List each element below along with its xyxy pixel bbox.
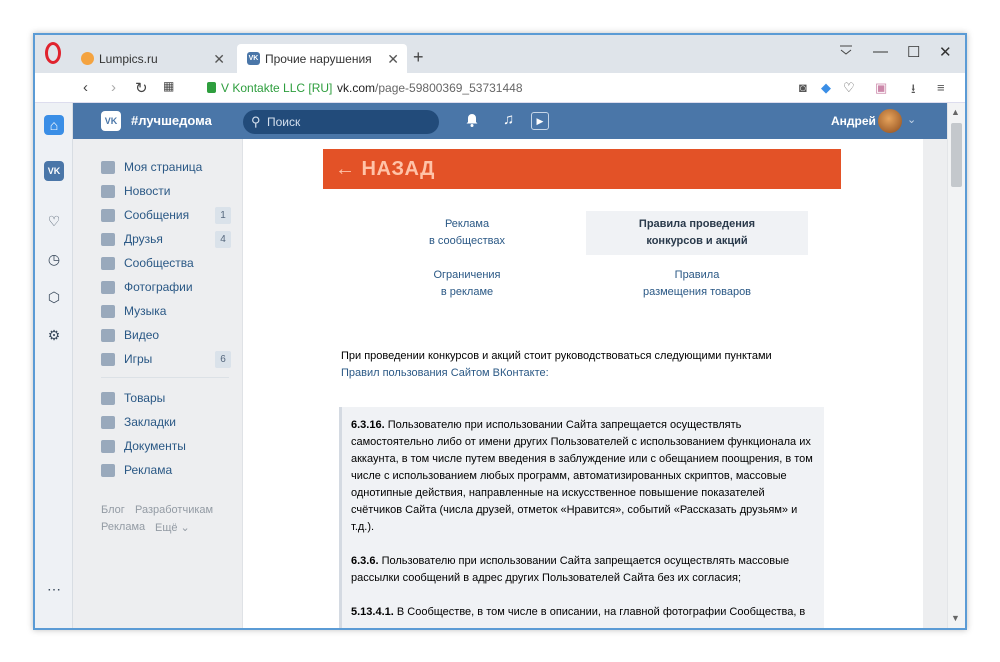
nav-item-news[interactable] — [101, 181, 231, 201]
site-identity[interactable]: V Kontakte LLC [RU] — [221, 81, 333, 95]
rule-text: Пользователю при использовании Сайта запрещается осуществлять массовые рассылки сообщений в адрес других Пользователей Сайта без их согласия; — [351, 555, 790, 584]
nav-item-friends[interactable] — [101, 229, 231, 249]
nav-label: Игры — [124, 352, 153, 366]
tab-bar — [35, 35, 965, 73]
nav-item-video[interactable] — [101, 325, 231, 345]
close-window-button[interactable]: ✕ — [939, 44, 952, 61]
adblock-shield-icon[interactable]: ◆ — [821, 80, 831, 95]
rules-tab-ad-restrictions[interactable] — [356, 262, 578, 306]
rules-tab-line: Реклама — [444, 218, 490, 230]
address-bar — [35, 73, 965, 103]
settings-gear-icon[interactable]: ⚙ — [47, 326, 61, 343]
music-icon[interactable]: ♫ — [503, 111, 515, 128]
tab-menu-glyph — [839, 44, 853, 56]
nav-item-ads[interactable] — [101, 460, 231, 480]
bag-icon — [101, 392, 115, 405]
rules-tab-goods[interactable] — [586, 262, 808, 306]
tab-vk[interactable] — [237, 44, 407, 73]
rule-text: В Сообществе, в том числе в описании, на главной фотографии Сообщества, в — [393, 606, 806, 618]
browser-window — [33, 33, 967, 630]
footer-link-ads[interactable]: Реклама — [101, 521, 146, 533]
camera-icon — [101, 281, 115, 294]
lock-icon — [207, 82, 216, 93]
nav-item-bookmarks[interactable] — [101, 412, 231, 432]
communities-icon — [101, 257, 115, 270]
nav-item-games[interactable] — [101, 349, 231, 369]
vk-sidebar-icon[interactable]: VK — [44, 161, 64, 181]
nav-label: Друзья — [124, 232, 163, 246]
video-icon — [101, 329, 115, 342]
rule-text: Пользователю при использовании Сайта запрещается осуществлять самостоятельно либо от имени других Пользователей с использованием функционала их аккаунта, в том числе путем введения в заблуждение или с обещанием поощрения, в том числе с использованием любых программ, автоматизированных скриптов, массовые однотипные действия, направленные на искусственное повышение показателей счётчиков Сайта (числа друзей, отметок «Нравится», событий «Рассказать друзьям» и т.д.). — [351, 419, 813, 533]
back-button[interactable]: ← НАЗАД — [323, 149, 841, 189]
easy-setup-icon[interactable]: ≡ — [937, 80, 945, 95]
search-placeholder: Поиск — [267, 115, 301, 129]
messages-icon — [101, 209, 115, 222]
content-area — [243, 139, 923, 628]
news-icon — [101, 185, 115, 198]
rule-item — [351, 417, 815, 536]
nav-label: Сообщества — [124, 256, 194, 270]
opera-logo-icon[interactable] — [45, 42, 61, 64]
home-icon[interactable]: ⌂ — [44, 115, 64, 135]
rules-tab-line: Правила проведения — [638, 218, 756, 230]
tab-menu-icon[interactable] — [839, 43, 853, 60]
user-name[interactable]: Андрей — [831, 114, 876, 128]
rules-tab-line: в сообществах — [429, 235, 505, 247]
gamepad-icon — [101, 353, 115, 366]
rule-number: 5.13.4.1. — [351, 606, 394, 618]
tab-label: Прочие нарушения — [265, 51, 372, 66]
new-tab-button[interactable]: + — [413, 47, 424, 67]
forward-nav-button[interactable]: › — [111, 79, 116, 96]
minimize-button[interactable]: — — [873, 43, 888, 60]
url-field[interactable] — [337, 81, 523, 95]
count-badge: 1 — [215, 207, 231, 224]
nav-divider — [101, 377, 229, 378]
intro-paragraph — [341, 348, 811, 382]
rules-tab-line: в рекламе — [440, 286, 494, 298]
music-note-icon — [101, 305, 115, 318]
home-icon — [101, 161, 115, 174]
friends-icon — [101, 233, 115, 246]
nav-item-music[interactable] — [101, 301, 231, 321]
megaphone-icon — [101, 464, 115, 477]
heart-icon[interactable]: ♡ — [843, 80, 855, 95]
nav-label: Закладки — [124, 415, 176, 429]
count-badge: 6 — [215, 351, 231, 368]
rule-number: 6.3.16. — [351, 419, 385, 431]
nav-label: Моя страница — [124, 160, 203, 174]
reload-button[interactable]: ↻ — [135, 80, 148, 97]
page-scrollbar[interactable] — [947, 103, 965, 628]
scroll-down-icon[interactable]: ▼ — [951, 613, 960, 623]
rules-link[interactable]: Правил пользования Сайтом ВКонтакте: — [341, 367, 549, 379]
nav-label: Новости — [124, 184, 171, 198]
opera-sidebar — [35, 103, 73, 628]
intro-text: При проведении конкурсов и акций стоит руководствоваться следующими пунктами — [341, 350, 772, 362]
star-icon — [101, 416, 115, 429]
rule-item — [351, 604, 815, 621]
vk-page — [73, 103, 949, 628]
nav-item-my-page[interactable] — [101, 157, 231, 177]
document-icon — [101, 440, 115, 453]
nav-item-messages[interactable] — [101, 205, 231, 225]
rules-tab-line: Правила — [674, 269, 720, 281]
notifications-bell-icon[interactable] — [465, 111, 479, 131]
search-icon: ⚲ — [251, 114, 261, 129]
rule-number: 6.3.6. — [351, 555, 379, 567]
history-clock-icon[interactable]: ◷ — [47, 250, 61, 267]
tab-label: Lumpics.ru — [99, 51, 158, 66]
vk-hashtag[interactable]: #лучшедома — [131, 113, 212, 128]
nav-label: Документы — [124, 439, 186, 453]
extensions-cube-icon[interactable]: ⬡ — [47, 288, 61, 305]
rules-tab-line: размещения товаров — [642, 286, 752, 298]
scrollbar-thumb[interactable] — [951, 123, 962, 187]
play-icon[interactable]: ▶ — [531, 112, 549, 130]
speed-dial-icon[interactable]: ▦ — [163, 79, 175, 93]
nav-label: Товары — [124, 391, 166, 405]
nav-label: Сообщения — [124, 208, 190, 222]
rules-tab-line: Ограничения — [433, 269, 501, 281]
url-host: vk.com — [337, 81, 376, 95]
chevron-down-icon[interactable]: ⌄ — [907, 114, 917, 126]
lumpics-favicon-icon — [81, 52, 94, 65]
bell-glyph — [465, 111, 479, 127]
camera-icon[interactable]: ◙ — [799, 80, 807, 95]
more-icon[interactable]: ⋯ — [47, 580, 61, 597]
vk-favicon-icon: VK — [247, 52, 260, 65]
bookmarks-heart-icon[interactable]: ♡ — [47, 212, 61, 229]
avatar[interactable] — [878, 109, 902, 133]
vk-logo[interactable]: VK — [101, 111, 121, 131]
count-badge: 4 — [215, 231, 231, 248]
maximize-button[interactable]: ☐ — [907, 44, 921, 61]
search-input[interactable] — [243, 110, 439, 134]
nav-item-goods[interactable] — [101, 388, 231, 408]
footer-link-developers[interactable]: Разработчикам — [135, 504, 214, 516]
tab-close-icon[interactable]: ✕ — [387, 51, 399, 67]
nav-label: Видео — [124, 328, 160, 342]
tab-close-icon[interactable]: ✕ — [213, 51, 225, 67]
nav-label: Музыка — [124, 304, 167, 318]
nav-label: Фотографии — [124, 280, 193, 294]
rules-tab-community-ads[interactable] — [356, 211, 578, 255]
tab-lumpics[interactable] — [71, 44, 233, 73]
download-icon[interactable]: ⭳ — [911, 81, 916, 96]
rules-quote-block — [339, 407, 824, 628]
scroll-up-icon[interactable]: ▲ — [951, 107, 960, 117]
nav-label: Реклама — [124, 463, 173, 477]
vk-header — [73, 103, 949, 139]
footer-link-more[interactable]: Ещё ⌄ — [155, 522, 190, 534]
footer-link-blog[interactable]: Блог — [101, 504, 125, 516]
back-nav-button[interactable]: ‹ — [83, 79, 88, 96]
nav-item-communities[interactable] — [101, 253, 231, 273]
url-path: /page-59800369_53731448 — [375, 81, 523, 95]
nav-item-photos[interactable] — [101, 277, 231, 297]
extension-icon[interactable]: ▣ — [875, 80, 888, 95]
rule-item — [351, 553, 815, 587]
left-nav — [73, 139, 243, 628]
rules-tab-line: конкурсов и акций — [646, 235, 748, 247]
nav-item-documents[interactable] — [101, 436, 231, 456]
rules-tab-contests[interactable] — [586, 211, 808, 255]
